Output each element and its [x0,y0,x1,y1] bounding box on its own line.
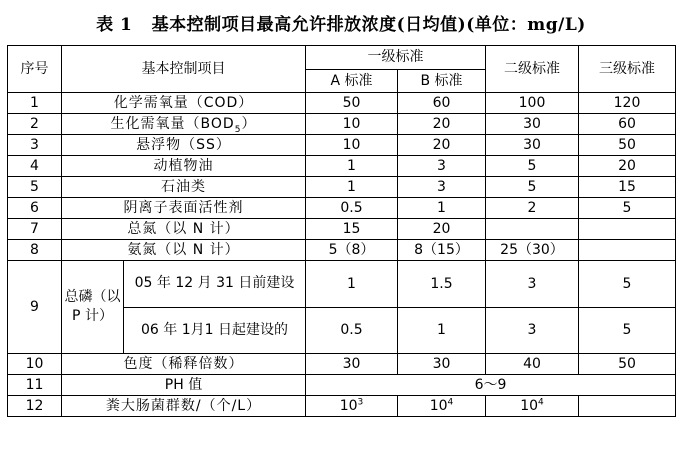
header-level1-a: A 标准 [306,69,398,93]
row-number: 10 [8,354,62,375]
level1-b-value: 3 [398,177,486,198]
level1-b-value: 30 [398,354,486,375]
level3-value: 5 [579,261,676,308]
level1-a-value: 5（8） [306,240,398,261]
row-number: 12 [8,396,62,417]
row-number: 1 [8,93,62,114]
control-item: 总氮（以 N 计） [62,219,306,240]
control-item: 化学需氧量（COD） [62,93,306,114]
control-item: 色度（稀释倍数） [62,354,306,375]
row-number: 3 [8,135,62,156]
level3-value: 15 [579,177,676,198]
phosphorus-group-label: 总磷（以 P 计） [62,261,124,354]
level2-value: 100 [486,93,579,114]
table-row [8,135,676,156]
level2-value: 3 [486,261,579,308]
level2-value: $10^4$ [486,396,579,417]
control-item: 粪大肠菌群数/（个/L） [62,396,306,417]
row-number: 4 [8,156,62,177]
table-row [8,240,676,261]
control-item: 06 年 1月1 日起建设的 [124,307,306,354]
row-number: 11 [8,375,62,396]
control-item: PH 值 [62,375,306,396]
header-level1: 一级标准 [306,46,486,70]
control-item: 阴离子表面活性剂 [62,198,306,219]
level2-value: 2 [486,198,579,219]
level3-value: 50 [579,135,676,156]
table-row [8,156,676,177]
table-row [8,396,676,417]
level3-value [579,240,676,261]
level2-value: 3 [486,307,579,354]
table-row [8,354,676,375]
level1-a-value: 30 [306,354,398,375]
level1-b-value: 8（15） [398,240,486,261]
control-item: 氨氮（以 N 计） [62,240,306,261]
level2-value: 40 [486,354,579,375]
level1-a-value: $10^3$ [306,396,398,417]
row-number: 2 [8,114,62,135]
level1-b-value: 20 [398,114,486,135]
table-row [8,219,676,240]
level2-value: 30 [486,114,579,135]
table-number: 表 1 [96,15,133,35]
control-item: 悬浮物（SS） [62,135,306,156]
table-row [8,177,676,198]
table-row [8,198,676,219]
level1-b-value: 1 [398,198,486,219]
row-number: 6 [8,198,62,219]
table-row [8,93,676,114]
level3-value: 120 [579,93,676,114]
table-row [8,375,676,396]
header-level3: 三级标准 [579,46,676,93]
level1-b-value: 60 [398,93,486,114]
level3-value: 5 [579,198,676,219]
level1-b-value: 1 [398,307,486,354]
level1-a-value: 0.5 [306,307,398,354]
control-item: 生化需氧量$(BOD_5)$ [62,114,306,135]
control-item: 石油类 [62,177,306,198]
level2-value: 5 [486,156,579,177]
control-item: 05 年 12 月 31 日前建设 [124,261,306,308]
row-number: 9 [8,261,62,354]
merged-value: 6～9 [306,375,676,396]
row-number: 8 [8,240,62,261]
level3-value [579,396,676,417]
level1-b-value: 20 [398,135,486,156]
control-item: 动植物油 [62,156,306,177]
header-seq: 序号 [8,46,62,93]
level2-value: 25（30） [486,240,579,261]
level2-value [486,219,579,240]
row-number: 5 [8,177,62,198]
header-row-1 [8,46,676,70]
level1-a-value: 1 [306,177,398,198]
level1-b-value: 3 [398,156,486,177]
level2-value: 30 [486,135,579,156]
table-row [8,114,676,135]
level1-a-value: 0.5 [306,198,398,219]
level1-a-value: 1 [306,156,398,177]
header-level1-b: B 标准 [398,69,486,93]
table-caption [0,10,682,35]
level1-a-value: 10 [306,135,398,156]
level3-value: 60 [579,114,676,135]
level3-value: 5 [579,307,676,354]
table-row [8,261,676,308]
level1-b-value: 1.5 [398,261,486,308]
level3-value: 50 [579,354,676,375]
level1-a-value: 10 [306,114,398,135]
level2-value: 5 [486,177,579,198]
level1-a-value: 50 [306,93,398,114]
table-title: 基本控制项目最高允许排放浓度(日均值)(单位：mg/L) [151,15,586,35]
level3-value [579,219,676,240]
row-number: 7 [8,219,62,240]
level1-b-value: $10^4$ [398,396,486,417]
level1-b-value: 20 [398,219,486,240]
header-item: 基本控制项目 [62,46,306,93]
level1-a-value: 15 [306,219,398,240]
header-level2: 二级标准 [486,46,579,93]
level1-a-value: 1 [306,261,398,308]
level3-value: 20 [579,156,676,177]
discharge-standards-table [7,45,676,417]
